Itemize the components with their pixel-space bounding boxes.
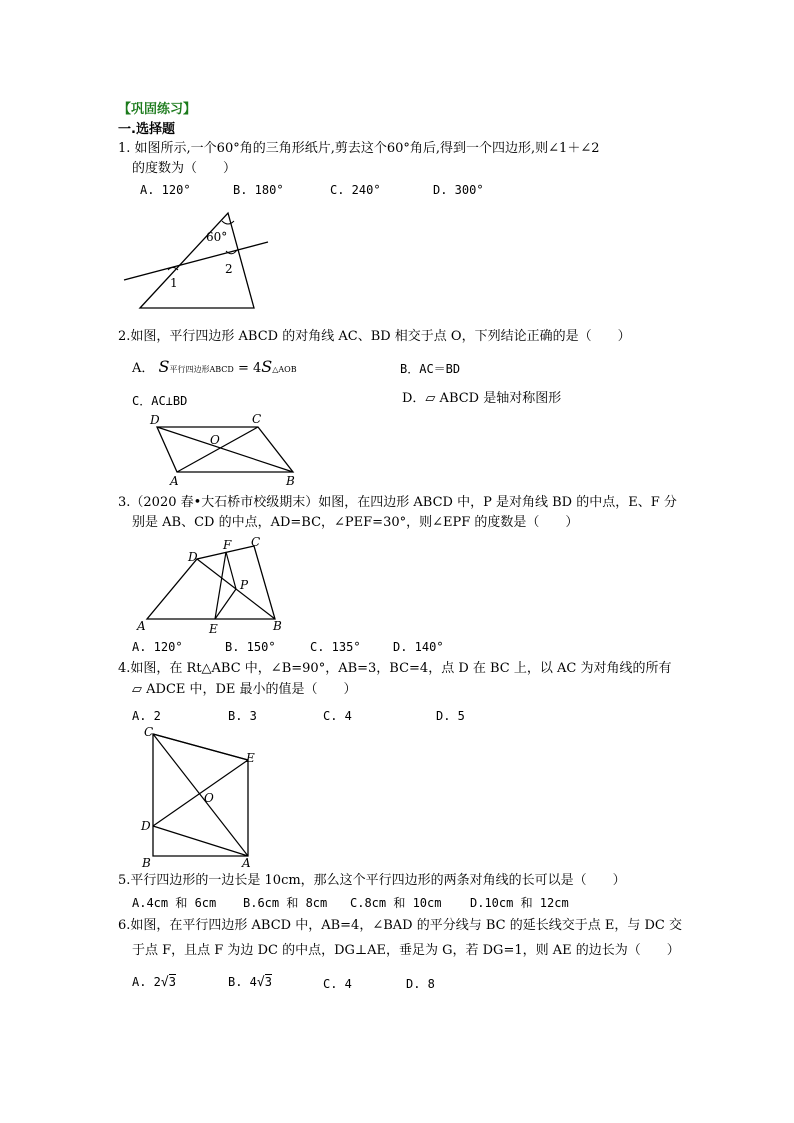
q4-label-d: D [141, 819, 151, 833]
q3-label-p: P [240, 578, 249, 592]
q4-segment-da [153, 826, 248, 856]
q2-label-a: A [170, 474, 179, 488]
q1-angle-label: 60° [206, 230, 228, 244]
q1-option-c: C. 240° [330, 183, 381, 197]
q5-line1: 5.平行四边形的一边长是 10cm，那么这个平行四边形的两条对角线的长可以是（ ） [118, 873, 626, 888]
q6-option-b [228, 975, 272, 990]
q2-option-a-sub: 平行四边形ABCD [169, 365, 234, 374]
q2-figure [140, 410, 310, 488]
q1-option-d: D. 300° [433, 183, 484, 197]
q3-label-e: E [209, 622, 218, 636]
q6-option-a-prefix: A. 2 [132, 975, 161, 989]
q1-line2: 的度数为（ ） [132, 161, 237, 176]
q6-option-c: C. 4 [323, 977, 352, 991]
q1-option-a: A. 120° [140, 183, 191, 197]
q3-quadrilateral [147, 546, 275, 619]
q2-option-a-s: S [158, 357, 170, 376]
q4-figure [138, 722, 268, 870]
q4-diagonal-de [153, 760, 248, 826]
part-title: 一.选择题 [118, 122, 175, 137]
q3-label-a: A [137, 619, 146, 633]
q2-line1: 2.如图，平行四边形 ABCD 的对角线 AC、BD 相交于点 O，下列结论正确的是（ ） [118, 329, 631, 344]
q1-figure [118, 205, 288, 315]
q6-option-b-radical: √ [256, 975, 265, 990]
q4-line2: ▱ ADCE 中，DE 最小的值是（ ） [132, 682, 357, 697]
q2-option-a-sub2: △AOB [272, 365, 297, 374]
q4-label-e: E [246, 751, 255, 765]
q6-option-a [132, 975, 176, 990]
section-title: 【巩固练习】 [118, 102, 197, 117]
q5-option-d: D.10cm 和 12cm [470, 896, 569, 910]
q3-segment-fp [226, 552, 236, 589]
q3-option-b: B. 150° [225, 640, 276, 654]
q6-option-a-radical: √ [160, 975, 169, 990]
q3-option-c: C. 135° [310, 640, 361, 654]
q3-option-a: A. 120° [132, 640, 183, 654]
q6-option-a-radicand: 3 [168, 975, 176, 989]
q2-option-a-eq: = 4 [237, 361, 262, 376]
q2-option-a-s2: S [261, 357, 273, 376]
q3-label-f: F [223, 538, 232, 552]
q6-option-d: D. 8 [406, 977, 435, 991]
q2-option-a-prefix: A． [132, 361, 155, 376]
q2-option-d: D．▱ ABCD 是轴对称图形 [402, 391, 562, 406]
q4-diagonal-ca [153, 734, 248, 856]
q5-option-b: B.6cm 和 8cm [243, 896, 328, 910]
q1-option-b: B. 180° [233, 183, 284, 197]
q2-option-a [132, 358, 297, 379]
q3-label-d: D [188, 550, 198, 564]
q1-label-2: 2 [225, 262, 233, 276]
q3-label-b: B [273, 619, 282, 633]
q2-label-c: C [252, 412, 262, 426]
q3-segment-ep [215, 589, 236, 619]
q4-option-c: C. 4 [323, 709, 352, 723]
q4-option-b: B. 3 [228, 709, 257, 723]
q4-option-d: D. 5 [436, 709, 465, 723]
q6-line2: 于点 F，且点 F 为边 DC 的中点，DG⊥AE，垂足为 G，若 DG=1，则 AE 的边长为（ ） [132, 943, 680, 958]
q1-line1: 1. 如图所示,一个60°角的三角形纸片,剪去这个60°角后,得到一个四边形,则∠1＋∠2 [118, 141, 600, 156]
q2-label-o: O [210, 433, 220, 447]
q4-label-b: B [142, 856, 151, 870]
q5-option-a: A.4cm 和 6cm [132, 896, 217, 910]
q6-line1: 6.如图，在平行四边形 ABCD 中，AB=4，∠BAD 的平分线与 BC 的延长线交于点 E，与 DC 交 [118, 918, 682, 933]
q4-option-a: A. 2 [132, 709, 161, 723]
q4-line1: 4.如图，在 Rt△ABC 中，∠B=90°，AB=3，BC=4，点 D 在 BC 上，以 AC 为对角线的所有 [118, 661, 672, 676]
q1-label-1: 1 [170, 276, 178, 290]
q2-label-b: B [286, 474, 295, 488]
q2-diagonal-bd [157, 427, 293, 472]
q3-line1: 3.（2020 春•大石桥市校级期末）如图，在四边形 ABCD 中，P 是对角线 BD 的中点，E、F 分 [118, 495, 677, 510]
q4-label-c: C [144, 725, 154, 739]
q2-option-b: B．AC＝BD [400, 362, 461, 376]
q1-top-arc [222, 221, 234, 224]
q4-segment-ce [153, 734, 248, 760]
q3-line2: 别是 AB、CD 的中点，AD=BC，∠PEF=30°，则∠EPF 的度数是（ ） [132, 515, 579, 530]
q3-label-c: C [251, 535, 261, 549]
q4-label-o: O [204, 791, 214, 805]
q6-option-b-prefix: B. 4 [228, 975, 257, 989]
q3-segment-ef [215, 552, 226, 619]
q2-option-c: C．AC⊥BD [132, 394, 188, 408]
q6-option-b-radicand: 3 [264, 975, 272, 989]
q3-option-d: D. 140° [393, 640, 444, 654]
q4-label-a: A [242, 856, 251, 870]
q3-figure [130, 532, 295, 636]
q2-label-d: D [150, 413, 160, 427]
q5-option-c: C.8cm 和 10cm [350, 896, 442, 910]
